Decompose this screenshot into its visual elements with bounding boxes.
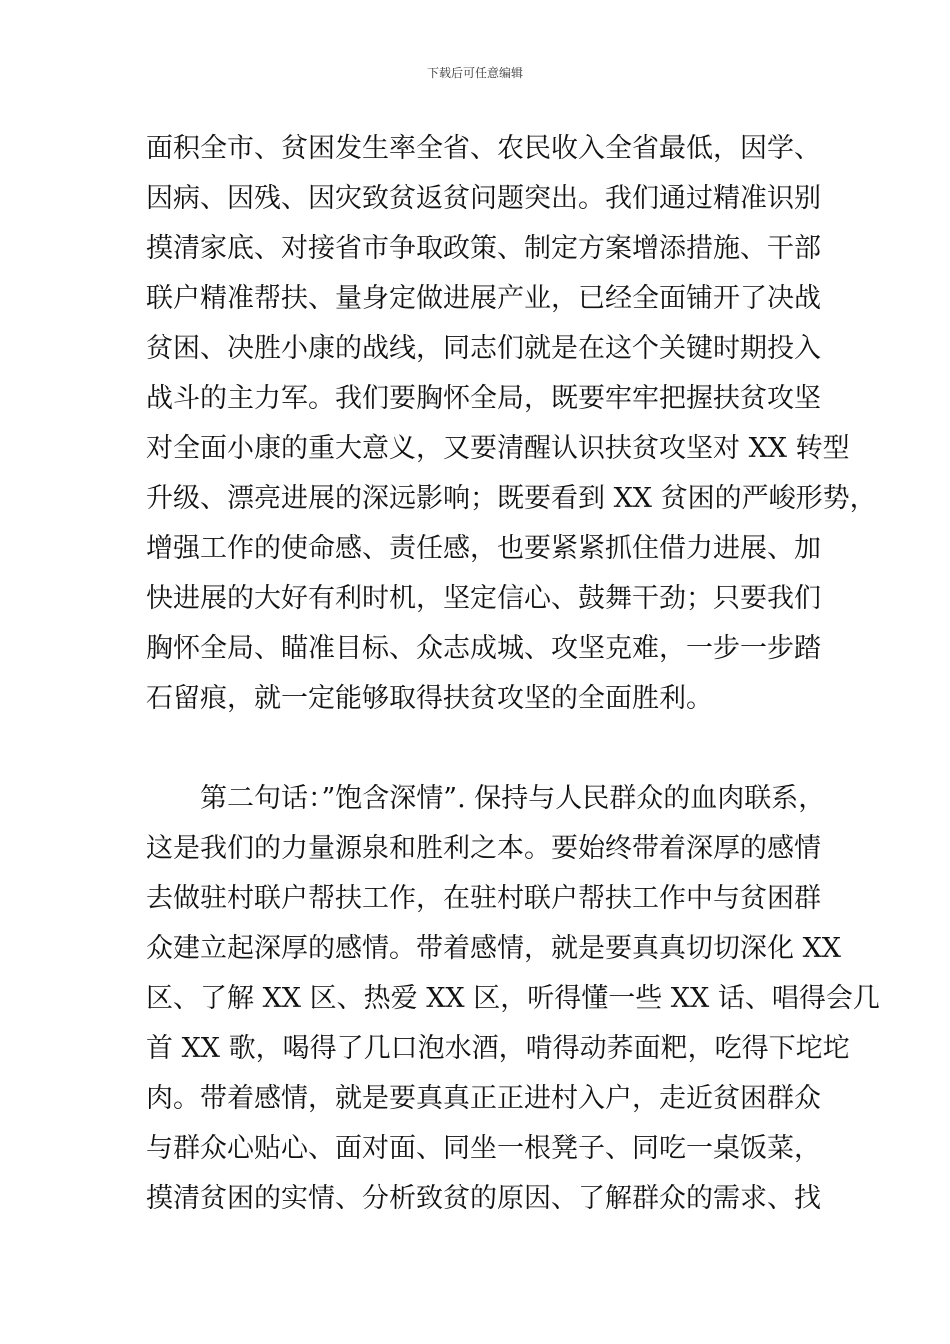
text-line: 肉。带着感情，就是要真真正正进村入户，走近贫困群众: [146, 1083, 821, 1114]
text-line: 增强工作的使命感、责任感，也要紧紧抓住借力进展、加: [146, 533, 821, 564]
document-body: [146, 124, 880, 1224]
text-line: 首 XX 歌，喝得了几口泡水酒，啃得动荞面粑，吃得下坨坨: [146, 1033, 850, 1064]
text-line: 去做驻村联户帮扶工作，在驻村联户帮扶工作中与贫困群: [146, 883, 821, 914]
text-line: 第二句话：”饱含深情”. 保持与人民群众的血肉联系，: [146, 783, 826, 814]
text-line: 升级、漂亮进展的深远影响；既要看到 XX 贫困的严峻形势，: [146, 483, 877, 514]
text-line: 对全面小康的重大意义，又要清醒认识扶贫攻坚对 XX 转型: [146, 433, 850, 464]
text-line: 与群众心贴心、面对面、同坐一根凳子、同吃一桌饭菜，: [146, 1133, 821, 1164]
text-line: 快进展的大好有利时机，坚定信心、鼓舞干劲；只要我们: [146, 583, 821, 614]
paragraph-1: [146, 124, 877, 724]
paragraph-2: [146, 774, 880, 1224]
page-header: 下载后可任意编辑: [426, 66, 523, 80]
text-line: 这是我们的力量源泉和胜利之本。要始终带着深厚的感情: [146, 833, 821, 864]
text-line: 联户精准帮扶、量身定做进展产业，已经全面铺开了决战: [146, 283, 821, 314]
text-line: 因病、因残、因灾致贫返贫问题突出。我们通过精准识别: [146, 183, 821, 214]
paragraph-spacer: [146, 724, 816, 774]
text-line: 摸清贫困的实情、分析致贫的原因、了解群众的需求、找: [146, 1183, 821, 1214]
text-line: 面积全市、贫困发生率全省、农民收入全省最低，因学、: [146, 133, 821, 164]
text-line: 区、了解 XX 区、热爱 XX 区，听得懂一些 XX 话、唱得会几: [146, 983, 880, 1014]
text-line: 贫困、决胜小康的战线，同志们就是在这个关键时期投入: [146, 333, 821, 364]
text-line: 战斗的主力军。我们要胸怀全局，既要牢牢把握扶贫攻坚: [146, 383, 821, 414]
text-line: 众建立起深厚的感情。带着感情，就是要真真切切深化 XX: [146, 933, 842, 964]
text-line: 石留痕，就一定能够取得扶贫攻坚的全面胜利。: [146, 683, 713, 714]
text-line: 胸怀全局、瞄准目标、众志成城、攻坚克难，一步一步踏: [146, 633, 821, 664]
text-line: 摸清家底、对接省市争取政策、制定方案增添措施、干部: [146, 233, 821, 264]
